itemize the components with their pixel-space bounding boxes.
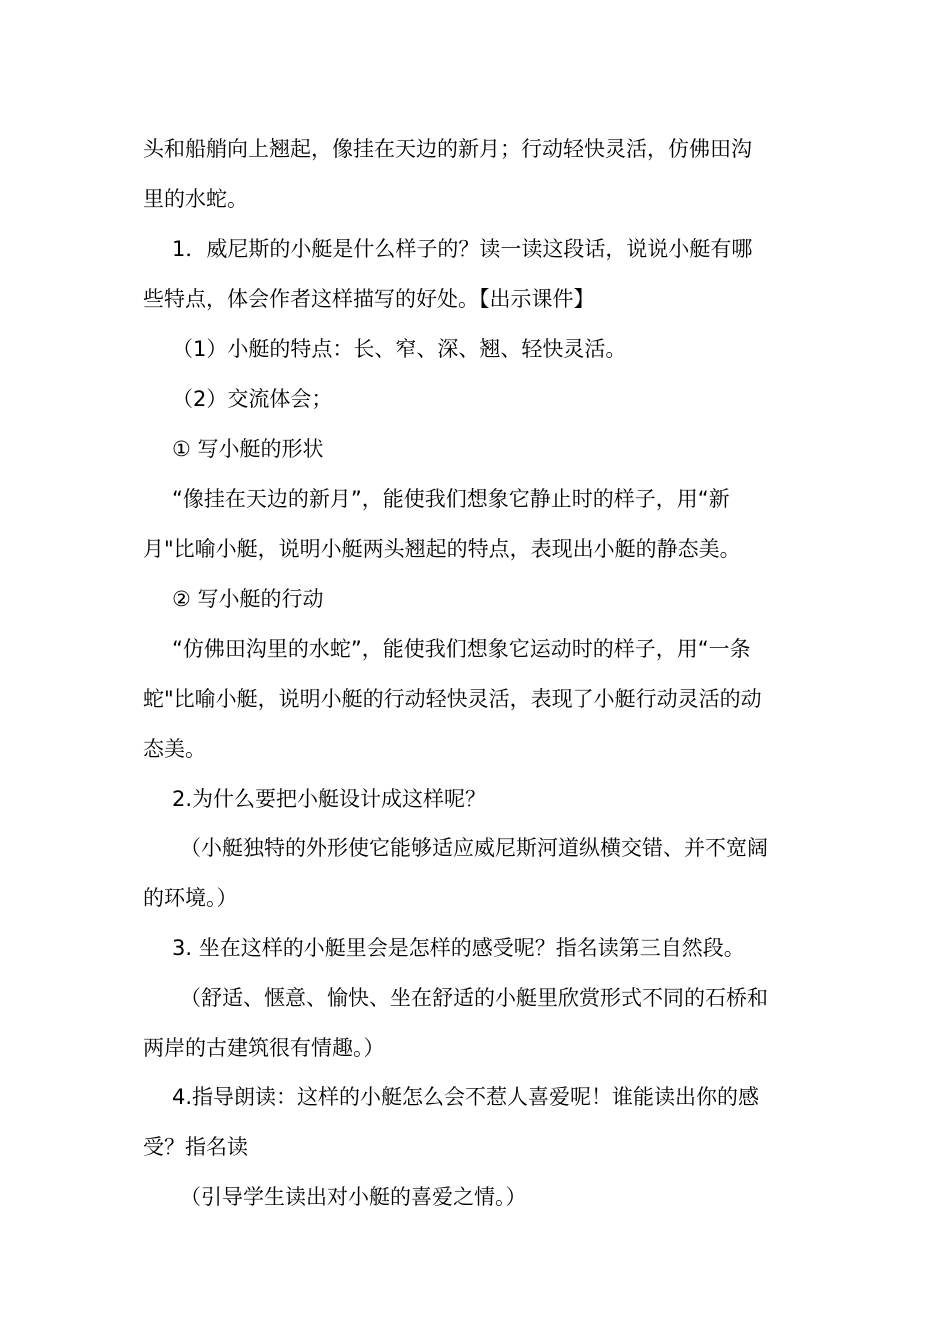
text-line: 的环境。） [143, 886, 238, 910]
text-line: 1．威尼斯的小艇是什么样子的？读一读这段话，说说小艇有哪 [172, 237, 753, 261]
text-line: 头和船艄向上翘起，像挂在天边的新月；行动轻快灵活，仿佛田沟 [143, 137, 752, 161]
text-line: 4.指导朗读：这样的小艇怎么会不惹人喜爱呢！谁能读出你的感 [172, 1085, 760, 1109]
text-line: ② 写小艇的行动 [172, 587, 324, 611]
text-line: 2.为什么要把小艇设计成这样呢？ [172, 787, 487, 811]
text-line: 月"比喻小艇，说明小艇两头翘起的特点，表现出小艇的静态美。 [143, 537, 741, 561]
text-line: 蛇"比喻小艇，说明小艇的行动轻快灵活，表现了小艇行动灵活的动 [143, 687, 762, 711]
text-line: “像挂在天边的新月”，能使我们想象它静止时的样子，用“新 [172, 487, 730, 511]
text-line: 些特点，体会作者这样描写的好处。【出示课件】 [143, 287, 595, 311]
text-line: 3. 坐在这样的小艇里会是怎样的感受呢？指名读第三自然段。 [172, 936, 745, 960]
text-line: ① 写小艇的形状 [172, 437, 324, 461]
text-line: 里的水蛇。 [143, 187, 248, 211]
text-line: （1）小艇的特点：长、窄、深、翘、轻快灵活。 [172, 337, 627, 361]
text-line: “仿佛田沟里的水蛇”，能使我们想象它运动时的样子，用“一条 [172, 637, 751, 661]
text-line: 两岸的古建筑很有情趣。） [143, 1036, 385, 1060]
text-line: 受？指名读 [143, 1135, 248, 1159]
text-line: （小艇独特的外形使它能够适应威尼斯河道纵横交错、并不宽阔 [180, 836, 768, 860]
text-line: （舒适、惬意、愉快、坐在舒适的小艇里欣赏形式不同的石桥和 [180, 986, 768, 1010]
text-line: 态美。 [143, 737, 206, 761]
text-line: （引导学生读出对小艇的喜爱之情。） [180, 1185, 527, 1209]
text-line: （2）交流体会； [172, 387, 333, 411]
